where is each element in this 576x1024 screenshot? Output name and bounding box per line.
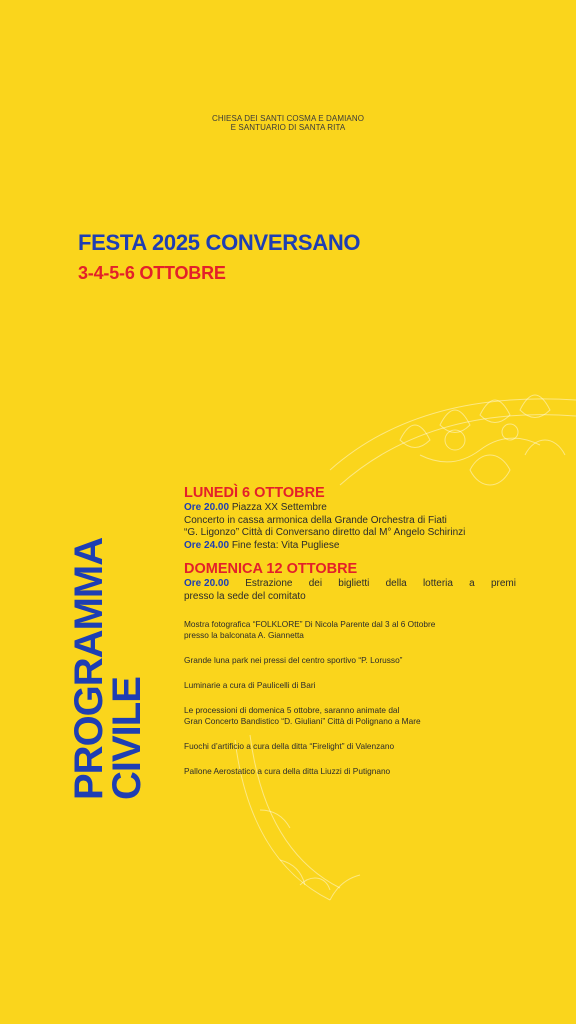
note-line: Le processioni di domenica 5 ottobre, saranno animate dal: [184, 705, 400, 715]
event-time: Ore 20.00: [184, 578, 230, 589]
note-item: [184, 766, 534, 777]
note-line: Mostra fotografica “FOLKLORE” Di Nicola Parente dal 3 al 6 Ottobre: [184, 619, 436, 629]
day-title: DOMENICA 12 OTTOBRE: [184, 561, 358, 577]
note-item: [184, 741, 534, 752]
note-line: presso la balconata A. Giannetta: [184, 630, 304, 640]
event-line: [184, 540, 534, 553]
festival-title: FESTA 2025 CONVERSANO: [78, 230, 361, 255]
note-line: Luminarie a cura di Paulicelli di Bari: [184, 680, 316, 690]
event-text: Concerto in cassa armonica della Grande Orchestra di Fiati: [184, 514, 447, 526]
note-item: [184, 619, 534, 641]
program-list: [184, 484, 534, 791]
event-text: Fine festa: Vita Pugliese: [229, 539, 340, 551]
note-line: Grande luna park nei pressi del centro sportivo “P. Lorusso”: [184, 655, 403, 665]
note-item: [184, 705, 534, 727]
event-text: Piazza XX Settembre: [229, 502, 327, 513]
program-vertical-title: [67, 500, 149, 800]
event-word: dei: [308, 578, 323, 589]
event-word: premi: [490, 578, 516, 589]
event-text: “G. Ligonzo” Città di Conversano diretto dal M° Angelo Schirinzi: [184, 527, 466, 538]
note-line: Pallone Aerostatico a cura della ditta Liuzzi di Putignano: [184, 766, 391, 776]
note-item: [184, 655, 534, 666]
note-line: Fuochi d’artificio a cura della ditta “Firelight” di Valenzano: [184, 741, 395, 751]
event-word: lotteria: [422, 578, 453, 589]
event-line: [184, 515, 534, 528]
notes-list: [184, 619, 534, 777]
note-line: Gran Concerto Bandistico “D. Giuliani” Città di Polignano a Mare: [184, 716, 421, 726]
event-word: Estrazione: [245, 578, 293, 589]
event-line: [184, 527, 534, 540]
event-line: [184, 502, 534, 515]
event-word: della: [385, 578, 407, 589]
day-title: LUNEDÌ 6 OTTOBRE: [184, 485, 325, 501]
event-line: [184, 591, 534, 604]
event-time: Ore 24.00: [184, 539, 230, 551]
event-time: Ore 20.00: [184, 502, 230, 513]
day-block-monday: [184, 484, 534, 552]
festival-dates: 3-4-5-6 OTTOBRE: [78, 263, 226, 283]
church-name: [0, 114, 576, 132]
program-title-line1: PROGRAMMA: [67, 537, 111, 800]
church-name-line1: CHIESA DEI SANTI COSMA E DAMIANO: [211, 114, 365, 123]
event-line-justified: [184, 578, 516, 591]
church-name-line2: E SANTUARIO DI SANTA RITA: [230, 123, 346, 132]
event-word: biglietti: [338, 578, 370, 589]
program-title-line2: CIVILE: [105, 677, 149, 800]
note-item: [184, 680, 534, 691]
event-word: a: [469, 578, 475, 589]
day-block-sunday: [184, 560, 534, 603]
event-text: presso la sede del comitato: [184, 590, 306, 602]
